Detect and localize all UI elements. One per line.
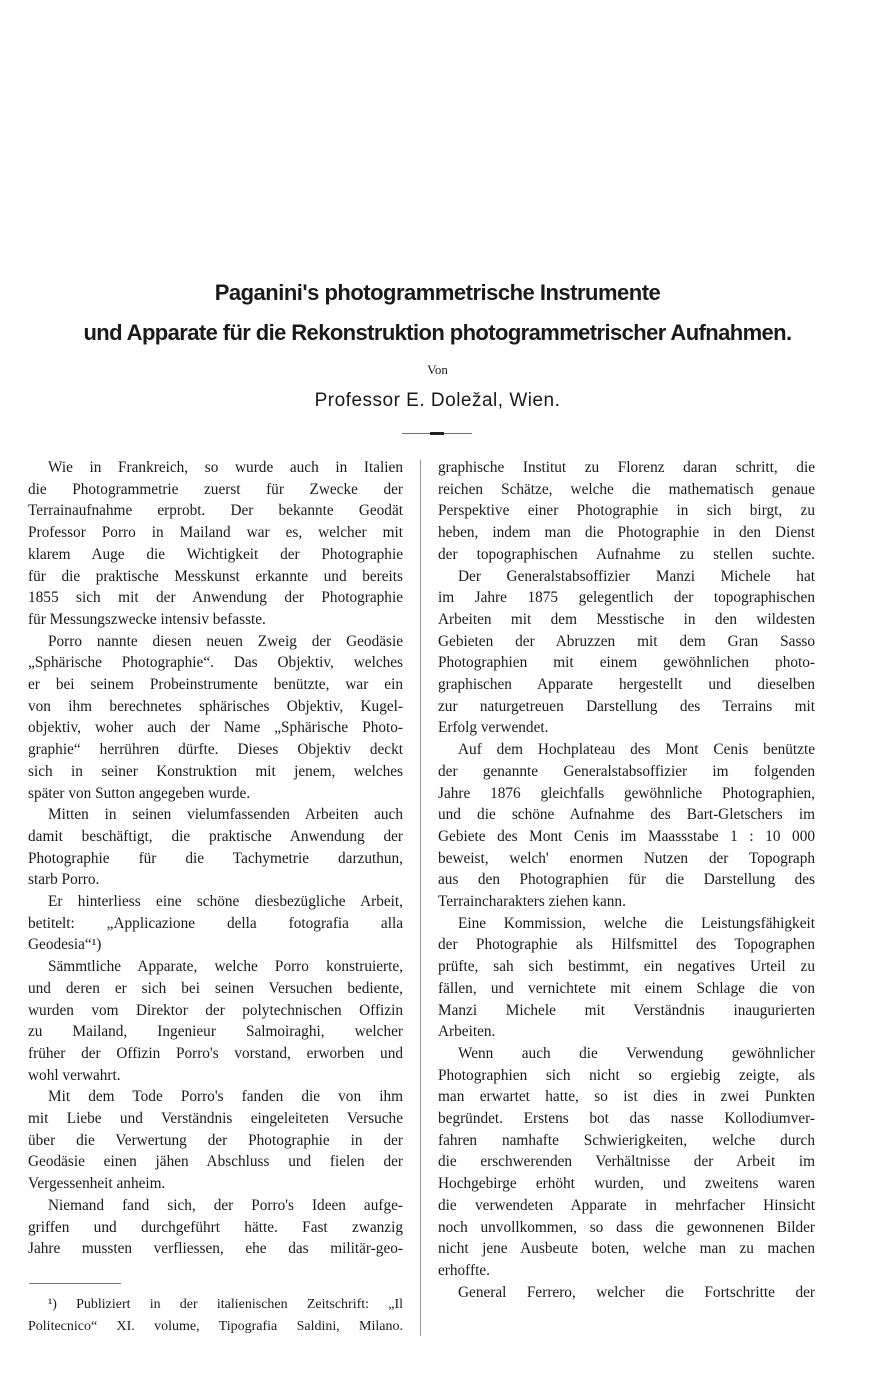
text-line: Terrainaufnahme erprobt. Der bekannte Geodät (28, 502, 403, 520)
text-line: der topographischen Aufnahme zu stellen suchte. (438, 545, 815, 563)
text-line: graphischen Apparate hergestellt und dieselben (438, 676, 815, 693)
text-line: Photographien sich nicht so ergiebig zeigte, als (438, 1066, 815, 1084)
text-line: Politecnico“ XI. volume, Tipografia Saldini, Milano. (28, 1318, 403, 1334)
text-line: der genannte Generalstabsoffizier im folgenden (438, 762, 815, 780)
text-line: graphische Institut zu Florenz daran schritt, die (438, 459, 815, 476)
text-line: er bei seinem Probeinstrumente benützte, war ein (28, 676, 403, 693)
text-line: über die Verwertung der Photographie in der (28, 1131, 403, 1149)
footnote-rule (29, 1283, 121, 1284)
text-line: und die schöne Aufnahme des Bart-Gletschers im (438, 806, 815, 824)
text-line: betitelt: „Applicazione della fotografia alla (28, 914, 403, 932)
text-line: im Jahre 1875 gelegentlich der topographischen (438, 589, 815, 607)
text-line: Wenn auch die Verwendung gewöhnlicher (458, 1044, 815, 1062)
text-line: die Photogrammetrie zuerst für Zwecke der (28, 480, 403, 498)
text-line: fällen, und vernichtete mit einem Schlage die von (438, 979, 815, 997)
text-line: Photographien mit einem gewöhnlichen photo- (438, 654, 815, 672)
text-line: graphie“ herrühren dürfte. Dieses Objektiv deckt (28, 741, 403, 759)
text-line: Auf dem Hochplateau des Mont Cenis benützte (458, 741, 815, 759)
byline-von: Von (427, 362, 448, 377)
text-line: Vergessenheit anheim. (28, 1175, 166, 1193)
text-line: Der Generalstabsoffizier Manzi Michele hat (458, 567, 815, 585)
text-line: damit beschäftigt, die praktische Anwendung der (28, 827, 403, 845)
text-line: beweist, welch' enormen Nutzen der Topograph (438, 849, 815, 867)
text-line: die erschwerenden Verhältnisse der Arbeit im (438, 1153, 815, 1171)
text-line: 1855 sich mit der Anwendung der Photographie (28, 589, 403, 607)
text-line: von ihm berechnetes sphärisches Objektiv, Kugel- (28, 697, 403, 715)
text-line: heben, indem man die Photographie in den Dienst (438, 524, 815, 542)
text-line: nicht jene Ausbeute boten, welche man zu machen (438, 1240, 815, 1258)
text-line: Jahre mussten verfliessen, ehe das militär-geo- (28, 1240, 403, 1258)
title-line-2: und Apparate für die Rekonstruktion photogrammetrischer Aufnahmen. (83, 320, 792, 345)
text-line: General Ferrero, welcher die Fortschritte der (458, 1283, 815, 1301)
text-line: der Photographie als Hilfsmittel des Topographen (438, 936, 815, 954)
author: Professor E. Doležal, Wien. (314, 390, 561, 411)
text-line: Erfolg verwendet. (438, 719, 549, 737)
text-line: begründet. Erstens bot das nasse Kollodiumver- (438, 1110, 815, 1127)
text-line: Manzi Michele mit Verständnis inaugurierten (438, 1001, 815, 1019)
text-line: Geodesia“¹) (28, 936, 102, 954)
text-line: reichen Schätze, welche die mathematisch genaue (438, 480, 815, 498)
text-line: für Messungszwecke intensiv befasste. (28, 610, 266, 628)
text-line: Mit dem Tode Porro's fanden die von ihm (48, 1088, 403, 1106)
text-line: noch unvollkommen, so dass die gewonnenen Bilder (438, 1218, 815, 1236)
text-line: später von Sutton angegeben wurde. (28, 784, 251, 802)
text-line: mit Liebe und Verständnis eingeleiteten Versuche (28, 1110, 403, 1127)
title-line-1: Paganini's photogrammetrische Instrumente (214, 280, 661, 305)
text-line: Mitten in seinen vielumfassenden Arbeiten auch (48, 806, 403, 824)
text-line: Photographie für die Tachymetrie darzuthun, (28, 849, 403, 867)
text-line: aus den Photographien für die Darstellung des (438, 871, 815, 889)
text-line: zur naturgetreuen Darstellung des Terrains mit (438, 697, 815, 715)
text-line: griffen und durchgeführt hätte. Fast zwanzig (28, 1218, 403, 1236)
text-line: Arbeiten mit dem Messtische in den wildesten (438, 610, 815, 628)
text-line: Porro nannte diesen neuen Zweig der Geodäsie (48, 632, 403, 650)
text-line: Hochgebirge erhöht wurden, und zweitens waren (438, 1175, 815, 1193)
text-line: Gebieten der Abruzzen mit dem Gran Sasso (438, 632, 815, 650)
text-line: Jahre 1876 gleichfalls gewöhnliche Photographien, (438, 784, 815, 802)
text-line: und deren er sich bei seinen Versuchen bediente, (28, 979, 403, 997)
text-line: Geodäsie einen jähen Abschluss und fielen der (28, 1153, 403, 1171)
text-line: zu Mailand, Ingenieur Salmoiraghi, welcher (28, 1023, 403, 1041)
text-line: Professor Porro in Mailand war es, welcher mit (28, 524, 403, 542)
text-line: früher der Offizin Porro's vorstand, erworben und (28, 1044, 403, 1062)
text-line: sich in seiner Konstruktion mit jenem, welches (28, 762, 403, 780)
text-line: Terraincharakters ziehen kann. (438, 893, 626, 910)
text-line: starb Porro. (28, 871, 100, 889)
ornament-divider (402, 432, 472, 435)
text-line: wurden vom Direktor der polytechnischen Offizin (28, 1001, 403, 1019)
text-line: Gebiete des Mont Cenis im Maassstabe 1 : 10 000 (438, 827, 815, 845)
text-line: Niemand fand sich, der Porro's Ideen aufge- (48, 1196, 403, 1214)
text-line: ¹) Publiziert in der italienischen Zeitschrift: „Il (48, 1297, 403, 1312)
text-line: für die praktische Messkunst erkannte und bereits (28, 567, 403, 585)
text-line: Arbeiten. (438, 1023, 496, 1041)
text-line: Perspektive einer Photographie in sich birgt, zu (438, 502, 815, 520)
text-line: prüfte, sah sich bestimmt, ein negatives Urteil zu (438, 958, 815, 976)
text-line: klarem Auge die Wichtigkeit der Photographie (28, 545, 403, 563)
text-line: Wie in Frankreich, so wurde auch in Italien (48, 459, 403, 476)
column-divider (420, 460, 421, 1336)
text-line: objektiv, woher auch der Name „Sphärische Photo- (28, 719, 403, 737)
text-line: erhoffte. (438, 1261, 490, 1279)
text-line: die verwendeten Apparate in mehrfacher Hinsicht (438, 1196, 815, 1214)
text-line: fahren namhafte Schwierigkeiten, welche durch (438, 1131, 815, 1149)
text-line: „Sphärische Photographie“. Das Objektiv, welches (28, 654, 403, 672)
text-line: Sämmtliche Apparate, welche Porro konstruierte, (48, 958, 403, 976)
text-line: Er hinterliess eine schöne diesbezügliche Arbeit, (48, 893, 403, 910)
text-line: Eine Kommission, welche die Leistungsfähigkeit (458, 914, 815, 932)
text-line: wohl verwahrt. (28, 1066, 121, 1084)
text-line: man erwartet hatte, so ist dies in zwei Punkten (438, 1088, 815, 1106)
